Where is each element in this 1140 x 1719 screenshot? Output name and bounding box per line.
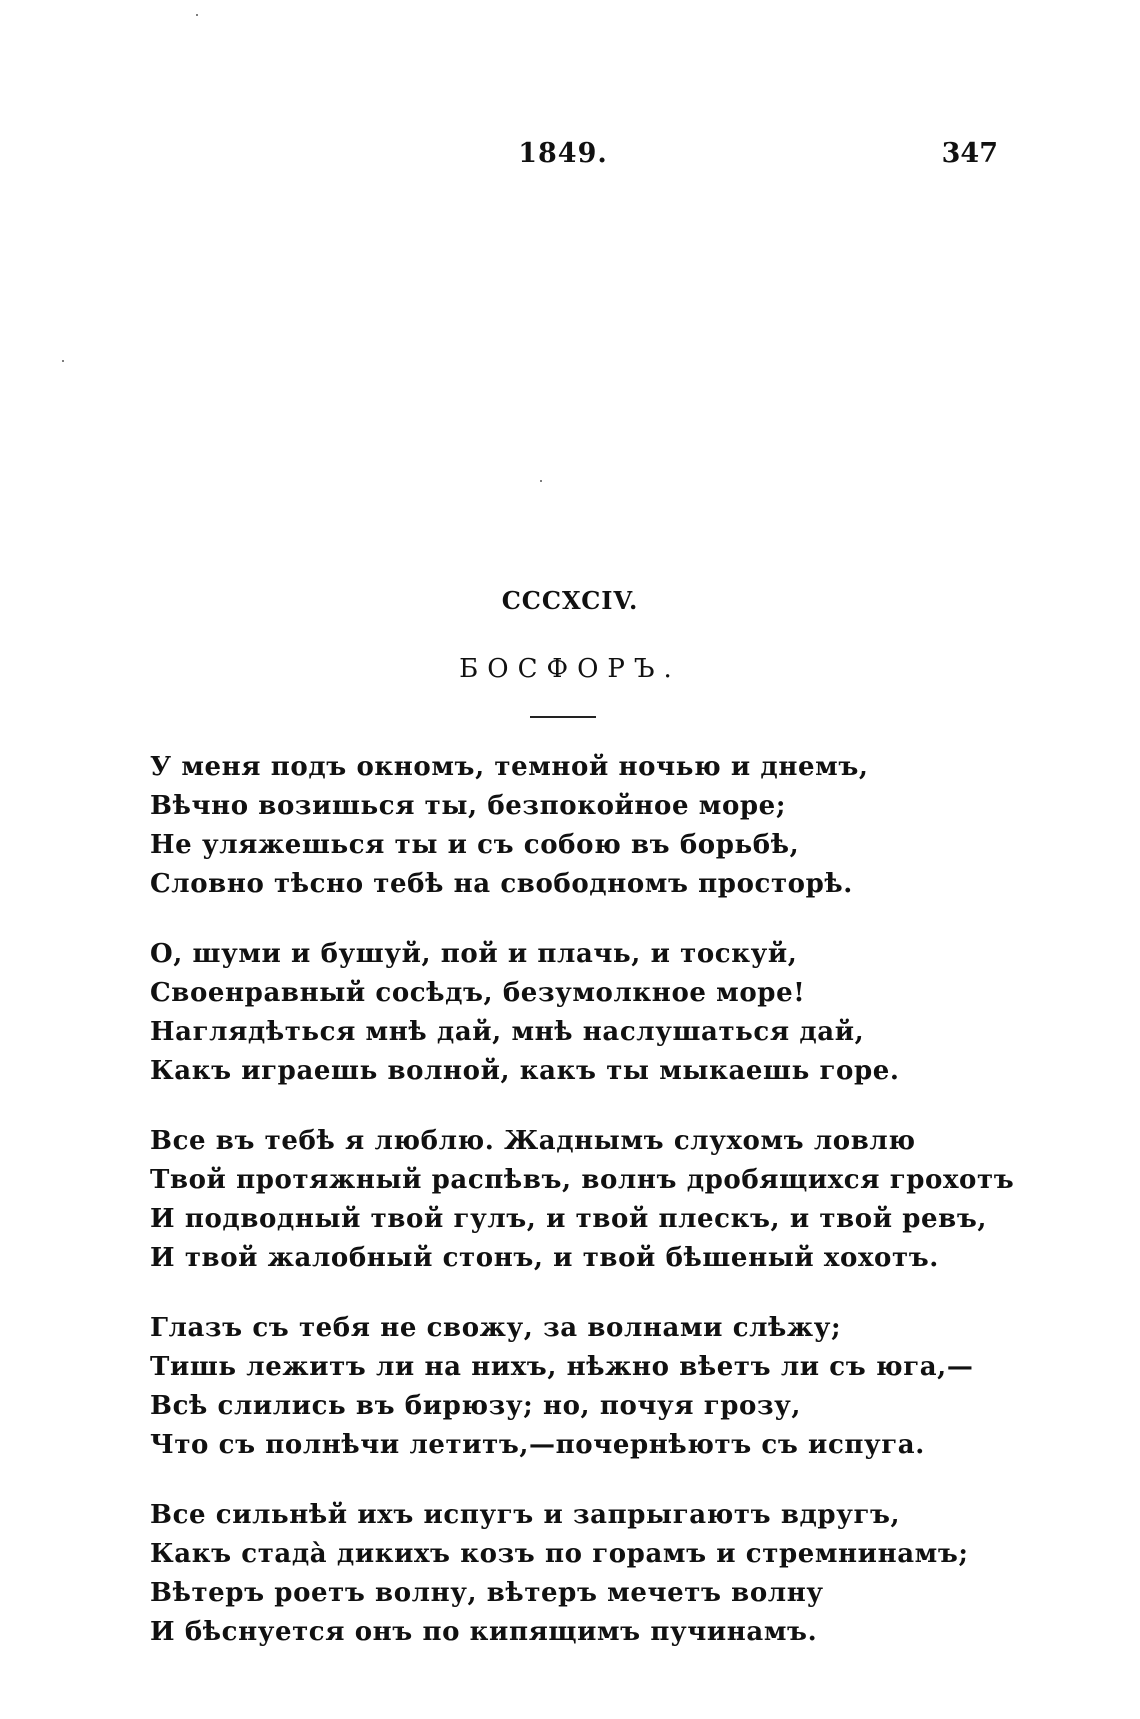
verse-line: Глазъ съ тебя не свожу, за волнами слѣжу; <box>150 1313 842 1343</box>
verse-line: О, шуми и бушуй, пой и плачь, и тоскуй, <box>150 939 798 969</box>
poem-number: CCCXCIV. <box>501 586 639 615</box>
verse-line: И твой жалобный стонъ, и твой бѣшеный хохотъ. <box>150 1243 939 1273</box>
verse-line: У меня подъ окномъ, темной ночью и днемъ, <box>150 752 869 782</box>
verse-line: Своенравный сосѣдъ, безумолкное море! <box>150 978 806 1008</box>
verse-line: И подводный твой гулъ, и твой плескъ, и твой ревъ, <box>150 1204 988 1234</box>
verse-line: Вѣчно возишься ты, безпокойное море; <box>150 791 787 821</box>
verse-line: Наглядѣться мнѣ дай, мнѣ наслушаться дай, <box>150 1017 865 1047</box>
verse-line: Словно тѣсно тебѣ на свободномъ просторѣ. <box>150 869 853 899</box>
verse-line: Твой протяжный распѣвъ, волнъ дробящихся грохотъ <box>150 1165 1015 1195</box>
stanza <box>150 1496 990 1652</box>
poem-body <box>150 748 1015 1683</box>
verse-line: Что съ полнѣчи летитъ,—почернѣютъ съ испуга. <box>150 1430 925 1460</box>
verse-line: Не уляжешься ты и съ собою въ борьбѣ, <box>150 830 800 860</box>
print-speck <box>540 480 542 482</box>
print-speck <box>62 360 64 362</box>
title-divider <box>530 716 596 718</box>
stanza <box>150 1122 1015 1278</box>
poem-title: БОСФОРЪ. <box>459 654 681 684</box>
stanza <box>150 1309 990 1465</box>
running-header-year: 1849. <box>518 138 608 169</box>
verse-line: Какъ стадà дикихъ козъ по горамъ и стремнинамъ; <box>150 1539 969 1569</box>
verse-line: Вѣтеръ роетъ волну, вѣтеръ мечетъ волну <box>150 1578 824 1608</box>
verse-line: Все въ тебѣ я люблю. Жаднымъ слухомъ ловлю <box>150 1126 916 1156</box>
stanza <box>150 935 990 1091</box>
stanza <box>150 748 990 904</box>
verse-line: Всѣ слились въ бирюзу; но, почуя грозу, <box>150 1391 802 1421</box>
page-number: 347 <box>941 138 998 169</box>
verse-line: Тишь лежитъ ли на нихъ, нѣжно вѣетъ ли съ юга,— <box>150 1352 974 1382</box>
print-speck <box>196 14 198 16</box>
verse-line: Все сильнѣй ихъ испугъ и запрыгаютъ вдругъ, <box>150 1500 901 1530</box>
verse-line: Какъ играешь волной, какъ ты мыкаешь горе. <box>150 1056 900 1086</box>
verse-line: И бѣснуется онъ по кипящимъ пучинамъ. <box>150 1617 818 1647</box>
